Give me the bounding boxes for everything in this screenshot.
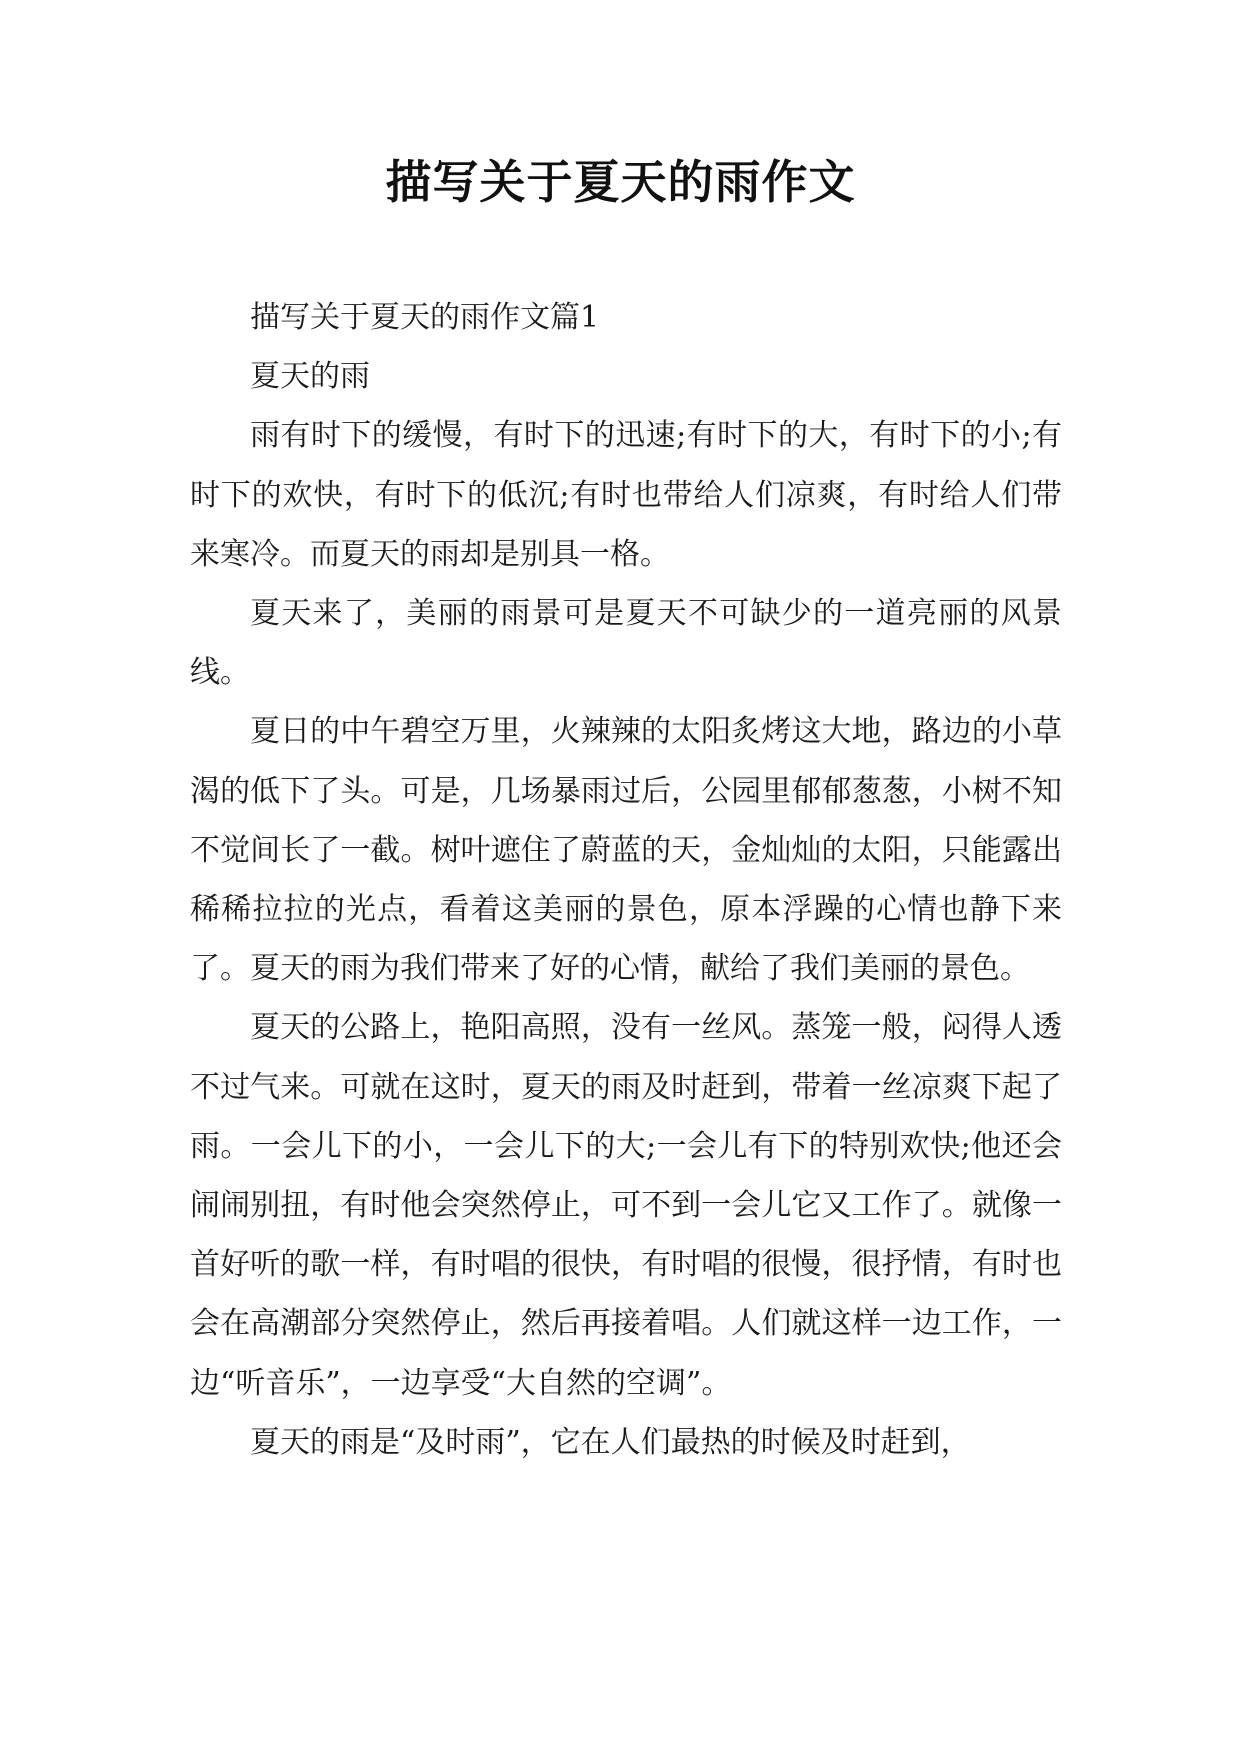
body-paragraph: 夏天的公路上，艳阳高照，没有一丝风。蒸笼一般，闷得人透不过气来。可就在这时，夏天的雨及时赶到，带着一丝凉爽下起了雨。一会儿下的小，一会儿下的大;一会儿有下的特别欢快;他还会闹闹别扭，有时他会突然停止，可不到一会儿它又工作了。就像一首好听的歌一样，有时唱的很快，有时唱的很慢，很抒情，有时也会在高潮部分突然停止，然后再接着唱。人们就这样一边工作，一边“听音乐”，一边享受“大自然的空调”。: [190, 1010, 1062, 1401]
body-paragraph: 雨有时下的缓慢，有时下的迅速;有时下的大，有时下的小;有时下的欢快，有时下的低沉;有时也带给人们凉爽，有时给人们带来寒冷。而夏天的雨却是别具一格。: [190, 418, 1062, 572]
body-paragraph: 夏天来了，美丽的雨景可是夏天不可缺少的一道亮丽的风景线。: [190, 596, 1062, 691]
body-paragraph: 夏日的中午碧空万里，火辣辣的太阳炙烤这大地，路边的小草渴的低下了头。可是，几场暴雨过后，公园里郁郁葱葱，小树不知不觉间长了一截。树叶遮住了蔚蓝的天，金灿灿的太阳，只能露出稀稀拉拉的光点，看着这美丽的景色，原本浮躁的心情也静下来了。夏天的雨为我们带来了好的心情，献给了我们美丽的景色。: [190, 714, 1062, 987]
document-title: 描写关于夏天的雨作文: [385, 155, 856, 209]
section-heading: 描写关于夏天的雨作文篇1: [250, 300, 600, 335]
document-body: [190, 288, 1062, 1472]
body-paragraph: 夏天的雨是“及时雨”，它在人们最热的时候及时赶到，: [250, 1424, 971, 1460]
essay-subtitle: 夏天的雨: [250, 359, 370, 395]
